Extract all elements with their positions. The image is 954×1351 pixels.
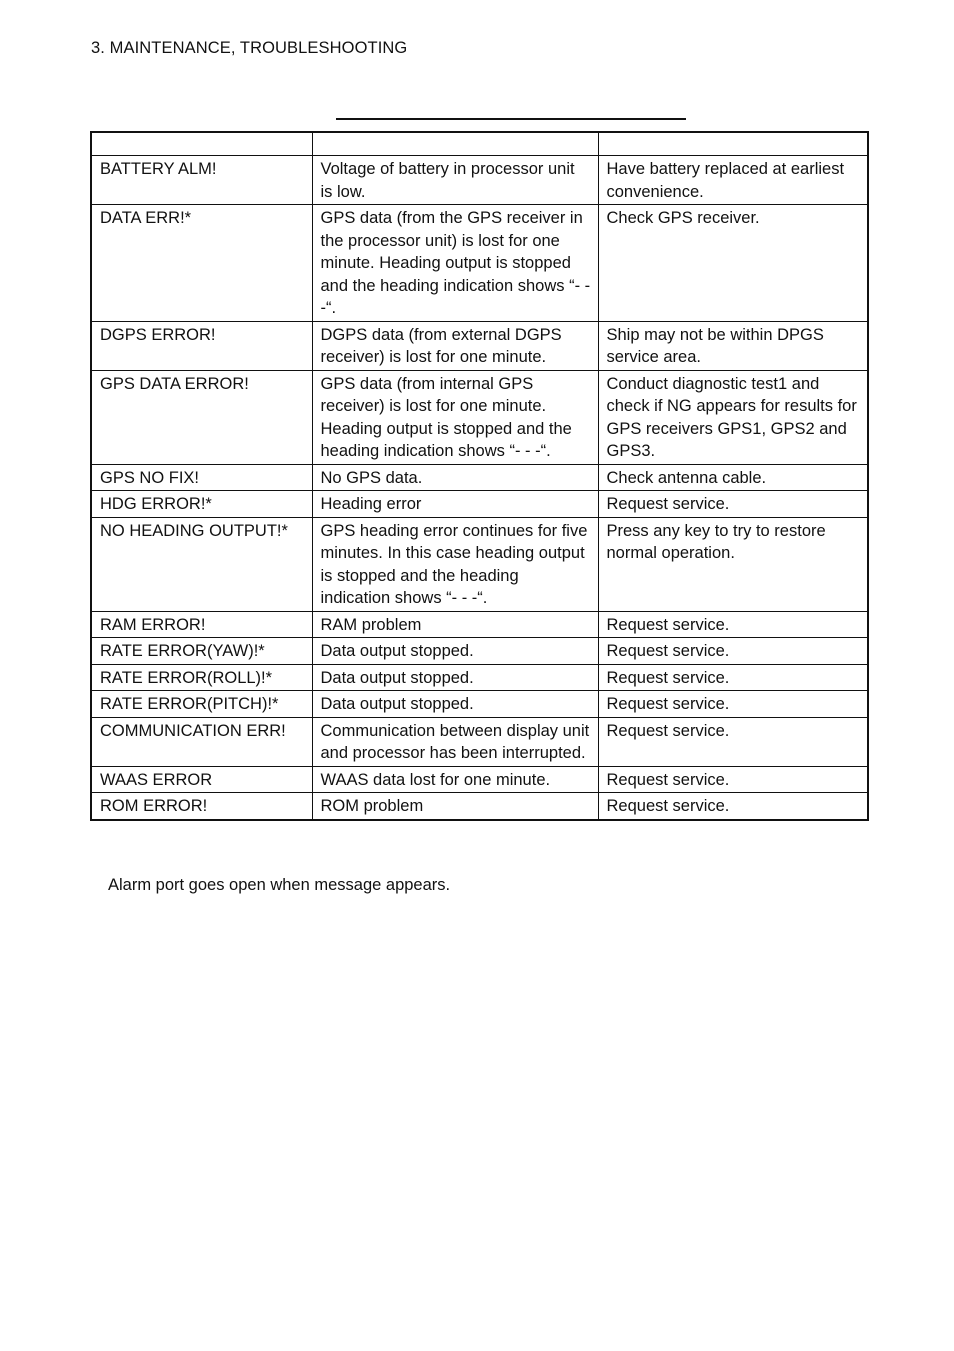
table-row	[91, 205, 868, 322]
meaning-cell: Communication between display unit and processor has been interrupted.	[312, 717, 598, 766]
table-row	[91, 517, 868, 611]
table-row	[91, 491, 868, 518]
remedy-cell: Request service.	[598, 717, 868, 766]
remedy-cell: Request service.	[598, 638, 868, 665]
meaning-cell: No GPS data.	[312, 464, 598, 491]
table-row	[91, 370, 868, 464]
column-header-remedy	[598, 132, 868, 156]
table-row	[91, 766, 868, 793]
remedy-cell: Press any key to try to restore normal operation.	[598, 517, 868, 611]
remedy-cell: Request service.	[598, 691, 868, 718]
remedy-cell: Request service.	[598, 793, 868, 820]
remedy-cell: Request service.	[598, 766, 868, 793]
table-row	[91, 793, 868, 820]
message-cell: RATE ERROR(PITCH)!*	[91, 691, 312, 718]
table-row	[91, 611, 868, 638]
alarm-message-table	[90, 131, 869, 821]
table-row	[91, 717, 868, 766]
remedy-cell: Request service.	[598, 664, 868, 691]
table-row	[91, 664, 868, 691]
table-row	[91, 464, 868, 491]
meaning-cell: Data output stopped.	[312, 691, 598, 718]
message-cell: RAM ERROR!	[91, 611, 312, 638]
table-row	[91, 691, 868, 718]
column-header-message	[91, 132, 312, 156]
meaning-cell: Data output stopped.	[312, 664, 598, 691]
meaning-cell: WAAS data lost for one minute.	[312, 766, 598, 793]
message-cell: WAAS ERROR	[91, 766, 312, 793]
table-row	[91, 156, 868, 205]
remedy-cell: Check antenna cable.	[598, 464, 868, 491]
message-cell: GPS DATA ERROR!	[91, 370, 312, 464]
meaning-cell: Heading error	[312, 491, 598, 518]
remedy-cell: Ship may not be within DPGS service area.	[598, 321, 868, 370]
message-cell: RATE ERROR(ROLL)!*	[91, 664, 312, 691]
footnote: Alarm port goes open when message appears.	[108, 876, 451, 894]
meaning-cell: GPS data (from internal GPS receiver) is lost for one minute. Heading output is stopped and the heading indication shows “- - -“.	[312, 370, 598, 464]
page-header: 3. MAINTENANCE, TROUBLESHOOTING	[91, 39, 408, 57]
table-body	[91, 156, 868, 820]
meaning-cell: RAM problem	[312, 611, 598, 638]
column-header-meaning	[312, 132, 598, 156]
remedy-cell: Request service.	[598, 491, 868, 518]
remedy-cell: Conduct diagnostic test1 and check if NG appears for results for GPS receivers GPS1, GPS2 and GPS3.	[598, 370, 868, 464]
meaning-cell: GPS heading error continues for five minutes. In this case heading output is stopped and the heading indication shows “- - -“.	[312, 517, 598, 611]
message-cell: NO HEADING OUTPUT!*	[91, 517, 312, 611]
table-header-row	[91, 132, 868, 156]
table-row	[91, 321, 868, 370]
message-cell: COMMUNICATION ERR!	[91, 717, 312, 766]
message-cell: ROM ERROR!	[91, 793, 312, 820]
table-row	[91, 638, 868, 665]
meaning-cell: ROM problem	[312, 793, 598, 820]
message-cell: GPS NO FIX!	[91, 464, 312, 491]
meaning-cell: DGPS data (from external DGPS receiver) is lost for one minute.	[312, 321, 598, 370]
message-cell: DATA ERR!*	[91, 205, 312, 322]
message-cell: BATTERY ALM!	[91, 156, 312, 205]
meaning-cell: GPS data (from the GPS receiver in the processor unit) is lost for one minute. Heading output is stopped and the heading indication shows “- - -“.	[312, 205, 598, 322]
remedy-cell: Check GPS receiver.	[598, 205, 868, 322]
remedy-cell: Have battery replaced at earliest convenience.	[598, 156, 868, 205]
meaning-cell: Voltage of battery in processor unit is low.	[312, 156, 598, 205]
message-cell: DGPS ERROR!	[91, 321, 312, 370]
message-cell: HDG ERROR!*	[91, 491, 312, 518]
meaning-cell: Data output stopped.	[312, 638, 598, 665]
title-rule	[336, 118, 686, 120]
message-cell: RATE ERROR(YAW)!*	[91, 638, 312, 665]
remedy-cell: Request service.	[598, 611, 868, 638]
